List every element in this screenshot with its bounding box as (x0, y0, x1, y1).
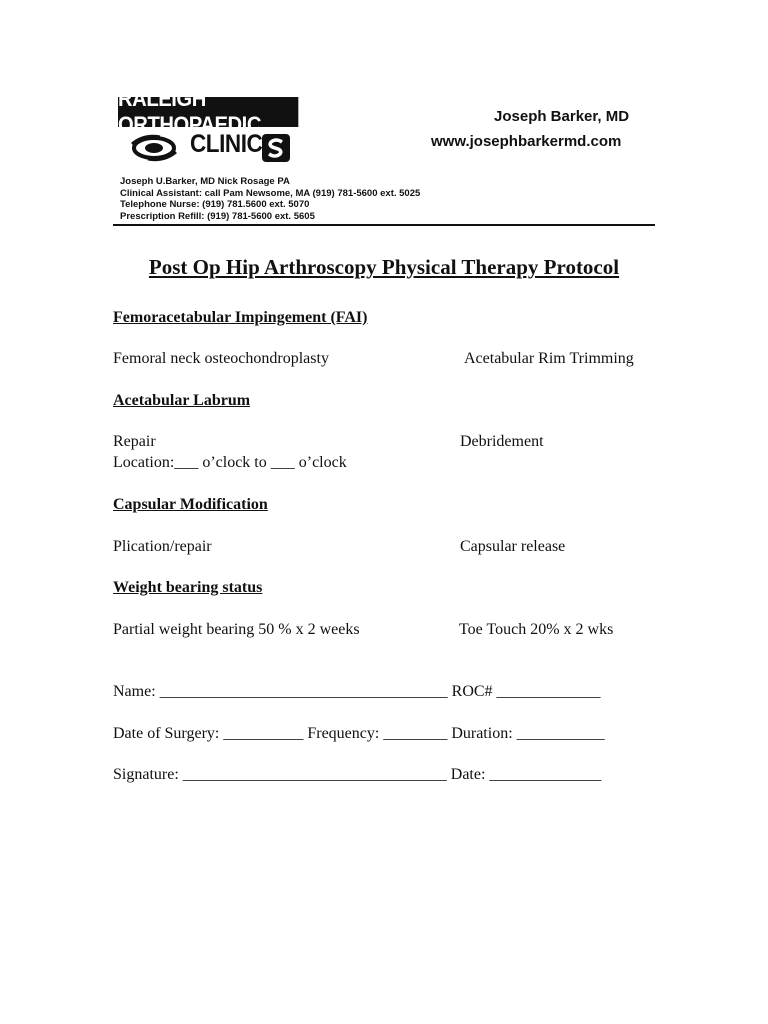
contact-line: Prescription Refill: (919) 781-5600 ext. 5605 (120, 211, 315, 222)
location-field: Location:___ o’clock to ___ o’clock (113, 454, 347, 471)
section-heading-capsular: Capsular Modification (113, 496, 268, 513)
section-heading-weight: Weight bearing status (113, 579, 263, 596)
option-rim-trimming: Acetabular Rim Trimming (464, 350, 634, 367)
option-capsular-release: Capsular release (460, 538, 566, 555)
section-heading-labrum: Acetabular Labrum (113, 392, 251, 409)
option-plication: Plication/repair (113, 538, 212, 555)
option-repair: Repair (113, 433, 156, 450)
contact-line: Telephone Nurse: (919) 781.5600 ext. 5070 (120, 199, 310, 210)
s-badge-icon (262, 134, 290, 162)
clinic-logo-banner (118, 86, 298, 137)
contact-line: Clinical Assistant: call Pam Newsome, MA (919) 781-5600 ext. 5025 (120, 188, 421, 199)
option-debridement: Debridement (460, 433, 544, 450)
surgery-frequency-duration-field[interactable]: Date of Surgery: __________ Frequency: ________ Duration: ___________ (113, 725, 605, 742)
hurricane-logo-icon (130, 134, 178, 162)
name-roc-field[interactable]: Name: ____________________________________ ROC# _____________ (113, 683, 601, 700)
logo-line-1: RALEIGH ORTHOPAEDIC (118, 86, 262, 137)
header-divider (113, 224, 655, 226)
section-heading-fai: Femoracetabular Impingement (FAI) (113, 309, 368, 326)
option-partial-weight: Partial weight bearing 50 % x 2 weeks (113, 621, 360, 638)
website-link[interactable]: www.josephbarkermd.com (431, 133, 622, 150)
document-title: Post Op Hip Arthroscopy Physical Therapy Protocol (148, 255, 620, 279)
doctor-name: Joseph Barker, MD (494, 108, 630, 125)
option-femoral-neck: Femoral neck osteochondroplasty (113, 350, 329, 367)
option-toe-touch: Toe Touch 20% x 2 wks (459, 621, 614, 638)
logo-line-2: CLINIC (190, 130, 263, 158)
signature-date-field[interactable]: Signature: _________________________________ Date: ______________ (113, 766, 602, 783)
contact-line: Joseph U.Barker, MD Nick Rosage PA (120, 176, 290, 187)
